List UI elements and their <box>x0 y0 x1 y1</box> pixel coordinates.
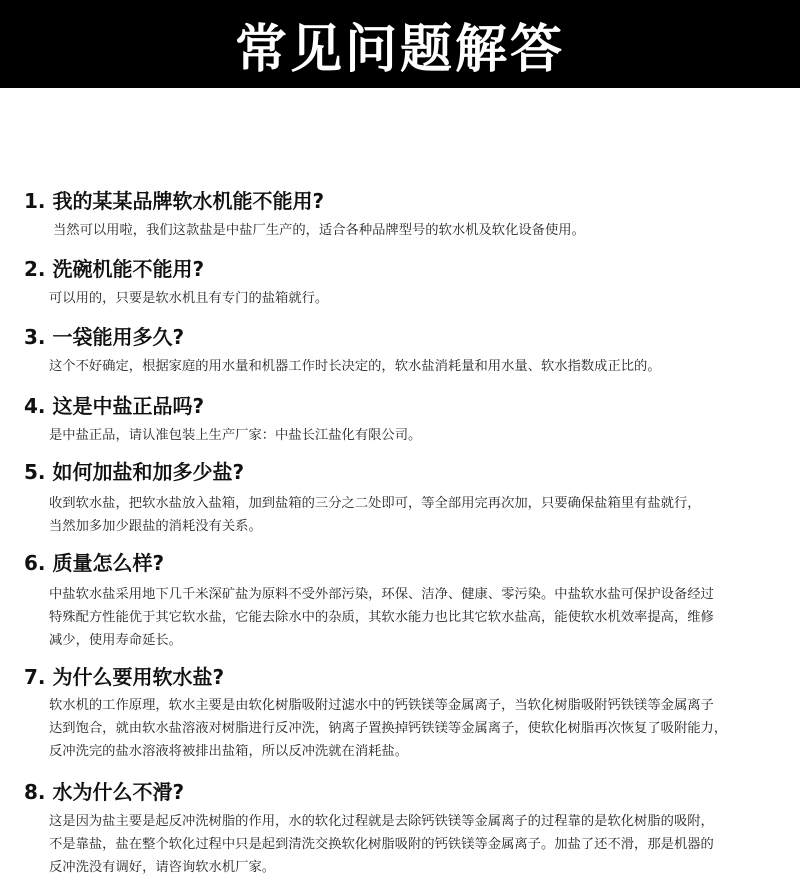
answer-line: 不是靠盐，盐在整个软化过程中只是起到清洗交换软化树脂吸附的钙铁镁等金属离子。加盐了还不滑，那是机器的 <box>49 837 714 852</box>
header-banner <box>0 0 800 88</box>
page-title: 常见问题解答 <box>234 19 565 80</box>
faq-answer-6 <box>49 583 779 652</box>
faq-question-4: 4. 这是中盐正品吗? <box>24 394 205 418</box>
faq-question-5: 5. 如何加盐和加多少盐? <box>24 460 245 484</box>
faq-answer-3 <box>49 355 779 378</box>
faq-answer-4 <box>49 424 779 447</box>
faq-answer-5 <box>49 492 779 538</box>
faq-answer-7 <box>49 694 779 763</box>
answer-line: 当然加多加少跟盐的消耗没有关系。 <box>49 519 262 534</box>
faq-question-1: 1. 我的某某品牌软水机能不能用? <box>24 189 325 213</box>
faq-question-2: 2. 洗碗机能不能用? <box>24 257 205 281</box>
faq-answer-8 <box>49 810 779 879</box>
answer-line: 当然可以用啦，我们这款盐是中盐厂生产的，适合各种品牌型号的软水机及软化设备使用。 <box>53 223 585 238</box>
faq-answer-1 <box>53 219 783 242</box>
faq-answer-2 <box>49 287 779 310</box>
answer-line: 特殊配方性能优于其它软水盐，它能去除水中的杂质，其软水能力也比其它软水盐高，能使软水机效率提高，维修 <box>49 610 714 625</box>
faq-question-7: 7. 为什么要用软水盐? <box>24 665 225 689</box>
faq-question-3: 3. 一袋能用多久? <box>24 325 185 349</box>
answer-line: 收到软水盐，把软水盐放入盐箱，加到盐箱的三分之二处即可，等全部用完再次加，只要确保盐箱里有盐就行， <box>49 496 701 511</box>
answer-line: 这个不好确定，根据家庭的用水量和机器工作时长决定的，软水盐消耗量和用水量、软水指数成正比的。 <box>49 359 661 374</box>
answer-line: 反冲洗完的盐水溶液将被排出盐箱，所以反冲洗就在消耗盐。 <box>49 744 409 759</box>
answer-line: 中盐软水盐采用地下几千米深矿盐为原料不受外部污染，环保、洁净、健康、零污染。中盐软水盐可保护设备经过 <box>49 587 714 602</box>
faq-question-6: 6. 质量怎么样? <box>24 551 165 575</box>
answer-line: 软水机的工作原理，软水主要是由软化树脂吸附过滤水中的钙铁镁等金属离子，当软化树脂吸附钙铁镁等金属离子 <box>49 698 714 713</box>
answer-line: 达到饱合，就由软水盐溶液对树脂进行反冲洗，钠离子置换掉钙铁镁等金属离子，使软化树脂再次恢复了吸附能力， <box>49 721 728 736</box>
answer-line: 减少，使用寿命延长。 <box>49 633 182 648</box>
answer-line: 可以用的，只要是软水机且有专门的盐箱就行。 <box>49 291 329 306</box>
answer-line: 是中盐正品，请认准包装上生产厂家：中盐长江盐化有限公司。 <box>49 428 422 443</box>
faq-question-8: 8. 水为什么不滑? <box>24 780 185 804</box>
answer-line: 反冲洗没有调好，请咨询软水机厂家。 <box>49 860 276 875</box>
answer-line: 这是因为盐主要是起反冲洗树脂的作用，水的软化过程就是去除钙铁镁等金属离子的过程靠的是软化树脂的吸附， <box>49 814 714 829</box>
